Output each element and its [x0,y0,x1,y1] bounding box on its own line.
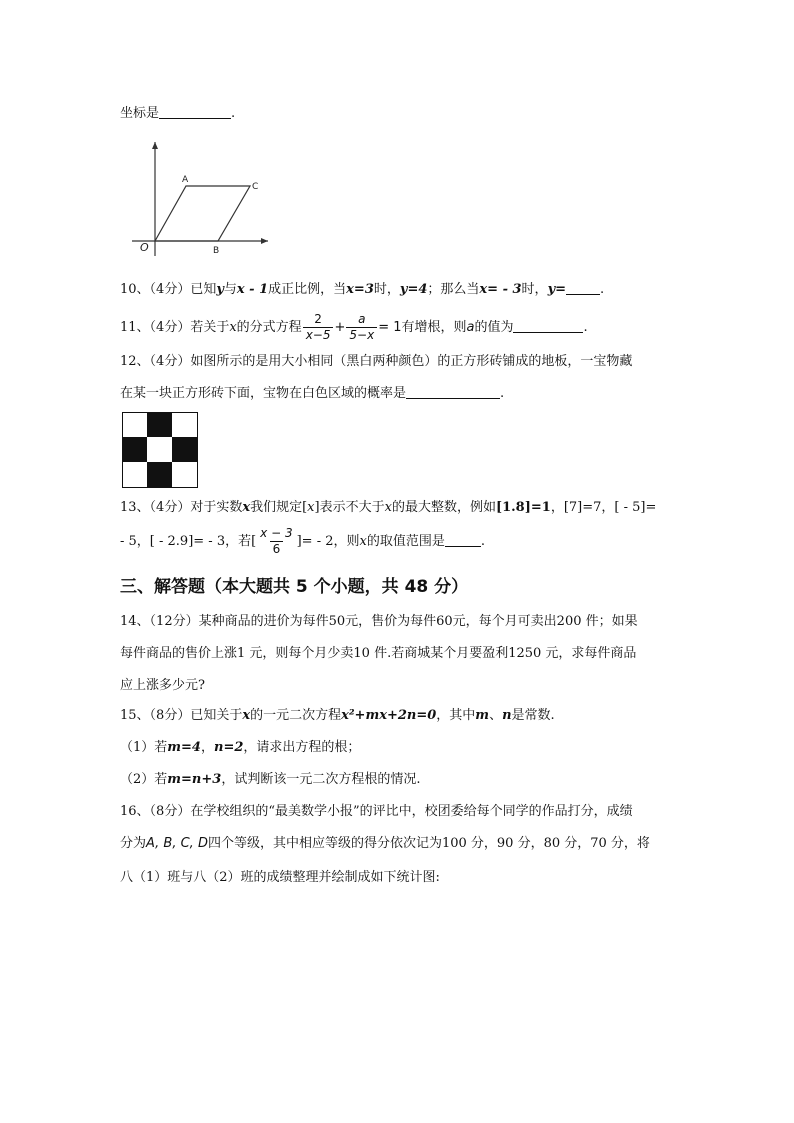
question-14-line-3: 应上涨多少元? [120,678,205,693]
black-tile [122,437,147,462]
checkerboard-floor-figure [122,412,198,488]
question-11: 11、（4分）若关于x的分式方程 $\frac{2}{x-5}$ + $\frac{a}{5-x}$ = 1有增根，则a的值为 . [120,312,588,342]
black-tile [147,462,172,487]
label-b: B [213,246,220,256]
answer-blank [513,318,583,333]
fraction-a-over-5-x: $\frac{a}{5-x}$ [346,312,377,343]
y-axis-arrow [152,142,158,149]
black-tile [172,437,197,462]
question-15-part-2: （2）若m=n+3，试判断该一元二次方程根的情况. [120,772,421,787]
question-10: 10、（4分）已知y与x - 1成正比例，当x=3时，y=4；那么当x= - 3时，y= . [120,282,605,297]
parallelogram-figure [128,138,273,258]
question-13-line-2: - 5，[ - 2.9]= - 3，若[ $\frac{x - 3}{6}$ ]= - 2，则x的取值范围是 . [120,526,485,556]
x-axis-arrow [261,238,268,244]
answer-blank [159,104,231,119]
fraction-2-over-x-5: $\frac{2}{x-5}$ [303,312,334,343]
answer-blank [445,532,481,547]
parallelogram-oacb [155,186,250,241]
answer-blank [406,384,500,399]
question-16-line-1: 16、（8分）在学校组织的“最美数学小报”的评比中，校团委给每个同学的作品打分，成绩 [120,804,633,819]
question-14-line-1: 14、（12分）某种商品的进价为每件50元，售价为每件60元，每个月可卖出200 件；如果 [120,614,638,629]
label-origin: O [140,241,149,254]
answer-blank [566,280,600,295]
section-3-heading: 三、解答题（本大题共 5 个小题，共 48 分） [120,577,469,597]
fraction-x-3-over-6: $\frac{x - 3}{6}$ [260,526,293,556]
label-a: A [182,175,189,185]
q9-tail: 坐标是 . [120,106,236,121]
question-16-line-3: 八（1）班与八（2）班的成绩整理并绘制成如下统计图: [120,870,440,885]
question-16-line-2: 分为A, B, C, D四个等级，其中相应等级的得分依次记为100 分，90 分，80 分，70 分，将 [120,836,650,851]
question-13-line-1: 13、（4分）对于实数x我们规定[x]表示不大于x的最大整数，例如[1.8]=1，[7]=7，[ - 5]= [120,500,657,515]
question-14-line-2: 每件商品的售价上涨1 元，则每个月少卖10 件.若商城某个月要盈利1250 元，求每件商品 [120,646,637,661]
black-tile [147,412,172,437]
question-15-part-1: （1）若m=4，n=2，请求出方程的根； [120,740,361,755]
label-c: C [252,182,259,192]
question-12-line-1: 12、（4分）如图所示的是用大小相同（黑白两种颜色）的正方形砖铺成的地板，一宝物藏 [120,354,633,369]
question-15: 15、（8分）已知关于x的一元二次方程x²+mx+2n=0，其中m、n是常数. [120,708,555,723]
question-12-line-2: 在某一块正方形砖下面，宝物在白色区域的概率是 . [120,386,505,401]
